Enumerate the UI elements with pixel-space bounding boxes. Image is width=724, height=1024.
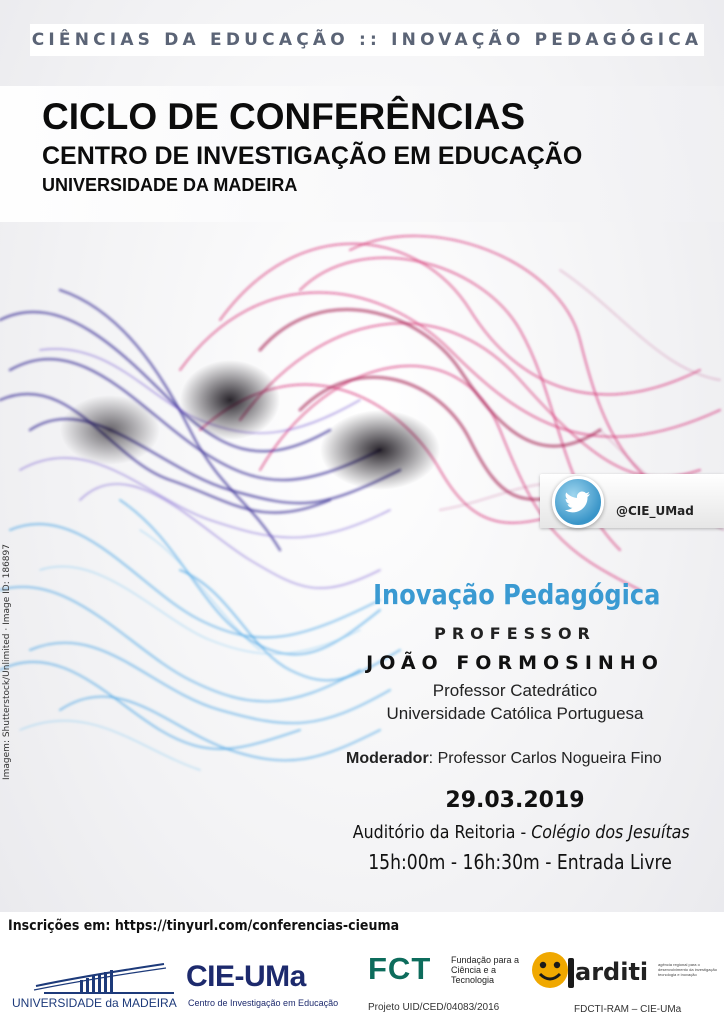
tagline: CIÊNCIAS DA EDUCAÇÃO :: INOVAÇÃO PEDAGÓGICA xyxy=(31,30,703,50)
venue-detail: Colégio dos Jesuítas xyxy=(531,822,690,843)
venue-name: Auditório da Reitoria - xyxy=(352,822,532,843)
event-subtitle: CENTRO DE INVESTIGAÇÃO EM EDUCAÇÃO xyxy=(42,142,583,170)
fct-project-code: Projeto UID/CED/04083/2016 xyxy=(368,1002,500,1013)
fdcti-label: FDCTI-RAM – CIE-UMa xyxy=(574,1004,682,1015)
fct-logo-subtitle: Fundação para a Ciência e a Tecnologia xyxy=(451,955,520,985)
image-credit: Imagem: Shutterstock/Unlimited · Image ID: 186897 xyxy=(2,544,12,780)
twitter-bird-icon[interactable] xyxy=(552,476,604,528)
cie-logo-subtitle: Centro de Investigação em Educação xyxy=(188,998,339,1008)
moderator-label: Moderador xyxy=(346,750,429,767)
fct-logo: FCT xyxy=(368,951,432,986)
event-date: 29.03.2019 xyxy=(445,788,585,813)
event-institution: UNIVERSIDADE DA MADEIRA xyxy=(42,175,298,195)
event-title: CICLO DE CONFERÊNCIAS xyxy=(42,96,526,137)
cie-logo: CIE-UMa xyxy=(186,960,306,993)
speaker-name: JOÃO FORMOSINHO xyxy=(366,652,664,674)
talk-title: Inovação Pedagógica xyxy=(373,578,661,611)
speaker-institution: Universidade Católica Portuguesa xyxy=(386,704,644,723)
event-venue xyxy=(352,822,690,843)
arditi-logo-text: arditi xyxy=(575,958,649,986)
moderator-name: : Professor Carlos Nogueira Fino xyxy=(428,750,662,767)
speaker-role: Professor Catedrático xyxy=(432,681,598,700)
arditi-logo-subtitle: agência regional para o desenvolvimento da investigação tecnologia e inovação xyxy=(658,962,717,977)
uma-logo-text: UNIVERSIDADE da MADEIRA xyxy=(12,996,177,1010)
twitter-handle[interactable]: @CIE_UMad xyxy=(616,504,694,518)
registration-link[interactable]: Inscrições em: https://tinyurl.com/conferencias-cieuma xyxy=(8,918,400,934)
event-time: 15h:00m - 16h:30m - Entrada Livre xyxy=(368,850,672,874)
speaker-label: PROFESSOR xyxy=(434,624,596,643)
moderator xyxy=(346,750,662,768)
tagline-bar xyxy=(30,24,704,56)
